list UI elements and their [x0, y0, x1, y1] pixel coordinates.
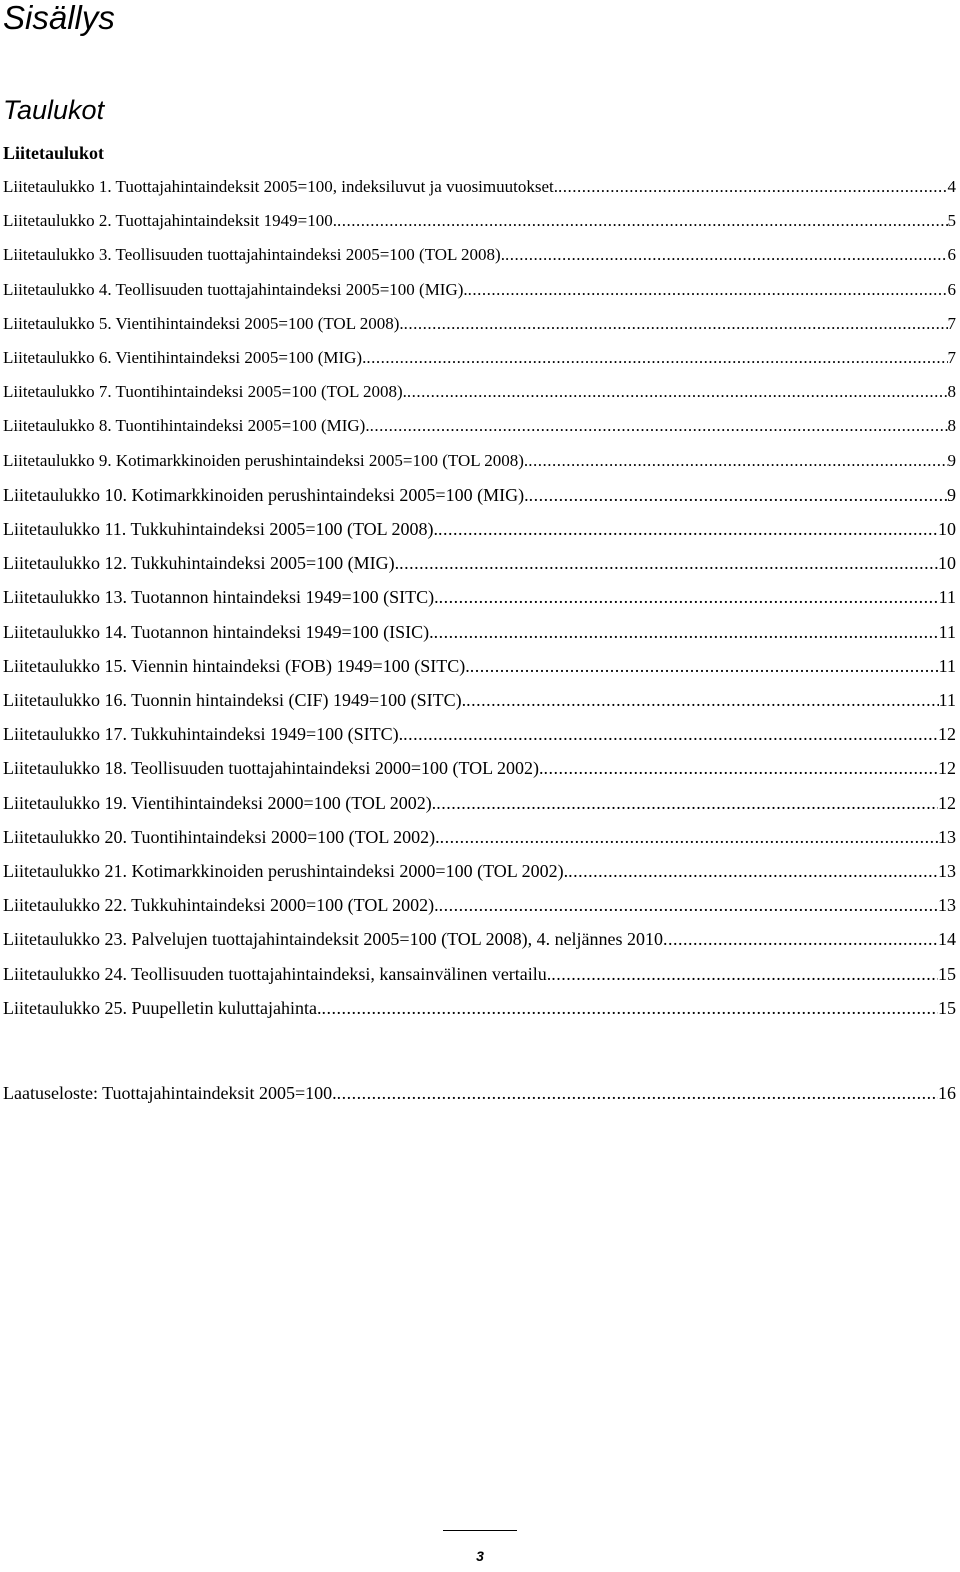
toc-entry[interactable] — [3, 483, 956, 507]
toc-entry[interactable] — [3, 825, 956, 849]
toc-page-number: 6 — [947, 280, 956, 299]
toc-entry[interactable] — [3, 620, 956, 644]
toc-entry-label: Liitetaulukko 20. Tuontihintaindeksi 2000=100 (TOL 2002). — [3, 827, 440, 847]
toc-entry-label: Liitetaulukko 4. Teollisuuden tuottajahintaindeksi 2005=100 (MIG). — [3, 280, 468, 299]
dot-leader — [558, 175, 948, 199]
toc-entry[interactable] — [3, 893, 956, 917]
toc-page-number: 14 — [938, 929, 956, 949]
toc-entry-label: Liitetaulukko 12. Tukkuhintaindeksi 2005=100 (MIG). — [3, 553, 400, 573]
dot-leader — [529, 483, 947, 507]
toc-entry-label: Liitetaulukko 9. Kotimarkkinoiden perushintaindeksi 2005=100 (TOL 2008). — [3, 451, 529, 470]
toc-page-number: 11 — [938, 690, 956, 710]
toc-page-number: 11 — [938, 622, 956, 642]
toc-entry[interactable] — [3, 414, 956, 438]
dot-leader — [440, 825, 938, 849]
toc-entry-label: Liitetaulukko 3. Teollisuuden tuottajahintaindeksi 2005=100 (TOL 2008). — [3, 245, 505, 264]
toc-entry[interactable] — [3, 654, 956, 678]
toc-entry-label: Liitetaulukko 25. Puupelletin kuluttajahinta. — [3, 998, 322, 1018]
dot-leader — [470, 654, 939, 678]
toc-page-number: 8 — [947, 382, 956, 401]
dot-leader — [439, 893, 938, 917]
toc-entry[interactable] — [3, 962, 956, 986]
toc-entry[interactable] — [3, 688, 956, 712]
toc-entry-label: Liitetaulukko 19. Vientihintaindeksi 2000=100 (TOL 2002). — [3, 793, 437, 813]
toc-entry[interactable] — [3, 859, 956, 883]
toc-entry-label: Liitetaulukko 24. Teollisuuden tuottajahintaindeksi, kansainvälinen vertailu. — [3, 964, 552, 984]
footer-divider — [443, 1530, 517, 1531]
dot-leader — [543, 756, 938, 780]
toc-entry-label: Liitetaulukko 16. Tuonnin hintaindeksi (CIF) 1949=100 (SITC). — [3, 690, 467, 710]
toc-entry-label: Liitetaulukko 8. Tuontihintaindeksi 2005=100 (MIG). — [3, 416, 370, 435]
dot-leader — [370, 414, 948, 438]
toc-entry[interactable] — [3, 517, 956, 541]
page-title: Sisällys — [3, 0, 115, 36]
toc-page-number: 10 — [938, 553, 956, 573]
toc-entry[interactable] — [3, 175, 956, 199]
toc-entry[interactable] — [3, 551, 956, 575]
subsection-title: Liitetaulukot — [3, 143, 105, 163]
toc-page-number: 13 — [938, 827, 956, 847]
toc-entry-quality-description[interactable] — [3, 1081, 956, 1105]
dot-leader — [403, 722, 938, 746]
toc-entry-label: Liitetaulukko 17. Tukkuhintaindeksi 1949=100 (SITC). — [3, 724, 404, 744]
toc-entry-label: Liitetaulukko 11. Tukkuhintaindeksi 2005=100 (TOL 2008). — [3, 519, 438, 539]
toc-entry-label: Liitetaulukko 22. Tukkuhintaindeksi 2000=100 (TOL 2002). — [3, 895, 439, 915]
toc-page-number: 15 — [938, 998, 956, 1018]
toc-page-number: 4 — [947, 177, 956, 196]
toc-entry[interactable] — [3, 346, 956, 370]
toc-page-number: 13 — [938, 861, 956, 881]
toc-page-number: 12 — [938, 793, 956, 813]
dot-leader — [337, 209, 948, 233]
toc-entry-label: Liitetaulukko 14. Tuotannon hintaindeksi 1949=100 (ISIC). — [3, 622, 434, 642]
dot-leader — [505, 243, 948, 267]
toc-entry-label: Liitetaulukko 5. Vientihintaindeksi 2005=100 (TOL 2008). — [3, 314, 404, 333]
toc-page-number: 8 — [947, 416, 956, 435]
toc-page-number: 12 — [938, 758, 956, 778]
toc-page-number: 9 — [947, 485, 956, 505]
toc-entry-label: Laatuseloste: Tuottajahintaindeksit 2005=100. — [3, 1083, 337, 1103]
toc-entry-label: Liitetaulukko 7. Tuontihintaindeksi 2005=100 (TOL 2008). — [3, 382, 407, 401]
toc-entry[interactable] — [3, 278, 956, 302]
dot-leader — [366, 346, 947, 370]
dot-leader — [404, 312, 948, 336]
toc-entry[interactable] — [3, 791, 956, 815]
toc-entry[interactable] — [3, 209, 956, 233]
toc-page-number: 5 — [947, 211, 956, 230]
toc-page-number: 16 — [938, 1083, 956, 1103]
toc-entry-label: Liitetaulukko 13. Tuotannon hintaindeksi 1949=100 (SITC). — [3, 587, 439, 607]
dot-leader — [466, 688, 939, 712]
toc-entry[interactable] — [3, 756, 956, 780]
dot-leader — [551, 962, 938, 986]
toc-entry[interactable] — [3, 312, 956, 336]
dot-leader — [321, 996, 938, 1020]
toc-page-number: 7 — [947, 314, 956, 333]
section-title: Taulukot — [3, 95, 105, 125]
toc-entry[interactable] — [3, 722, 956, 746]
toc-entry[interactable] — [3, 996, 956, 1020]
toc-entry-label: Liitetaulukko 1. Tuottajahintaindeksit 2005=100, indeksiluvut ja vuosimuutokset. — [3, 177, 558, 196]
toc-page-number: 10 — [938, 519, 956, 539]
toc-entry[interactable] — [3, 927, 956, 951]
toc-page-number: 11 — [938, 587, 956, 607]
toc-page-number: 7 — [947, 348, 956, 367]
toc-entry[interactable] — [3, 585, 956, 609]
dot-leader — [468, 278, 948, 302]
toc-entry[interactable] — [3, 243, 956, 267]
dot-leader — [337, 1081, 938, 1105]
dot-leader — [436, 791, 938, 815]
toc-entry-label: Liitetaulukko 6. Vientihintaindeksi 2005=100 (MIG). — [3, 348, 367, 367]
toc-page-number: 11 — [938, 656, 956, 676]
toc-entry[interactable] — [3, 449, 956, 473]
toc-entry[interactable] — [3, 380, 956, 404]
dot-leader — [528, 449, 947, 473]
toc-entry-label: Liitetaulukko 21. Kotimarkkinoiden perushintaindeksi 2000=100 (TOL 2002). — [3, 861, 569, 881]
toc-entry-label: Liitetaulukko 18. Teollisuuden tuottajahintaindeksi 2000=100 (TOL 2002). — [3, 758, 544, 778]
toc-entry-label: Liitetaulukko 15. Viennin hintaindeksi (FOB) 1949=100 (SITC). — [3, 656, 470, 676]
dot-leader — [439, 585, 939, 609]
toc-entry-label: Liitetaulukko 23. Palvelujen tuottajahintaindeksit 2005=100 (TOL 2008), 4. neljännes 2010 — [3, 929, 664, 949]
toc-page-number: 15 — [938, 964, 956, 984]
toc-page-number: 12 — [938, 724, 956, 744]
dot-leader — [568, 859, 938, 883]
dot-leader — [434, 620, 939, 644]
dot-leader — [407, 380, 948, 404]
toc-entry-label: Liitetaulukko 2. Tuottajahintaindeksit 1949=100. — [3, 211, 337, 230]
toc-page-number: 13 — [938, 895, 956, 915]
dot-leader — [663, 927, 938, 951]
toc-page-number: 9 — [947, 451, 956, 470]
toc-page-number: 6 — [947, 245, 956, 264]
dot-leader — [438, 517, 938, 541]
dot-leader — [399, 551, 938, 575]
toc-entry-label: Liitetaulukko 10. Kotimarkkinoiden perushintaindeksi 2005=100 (MIG). — [3, 485, 529, 505]
page-number: 3 — [476, 1548, 484, 1564]
